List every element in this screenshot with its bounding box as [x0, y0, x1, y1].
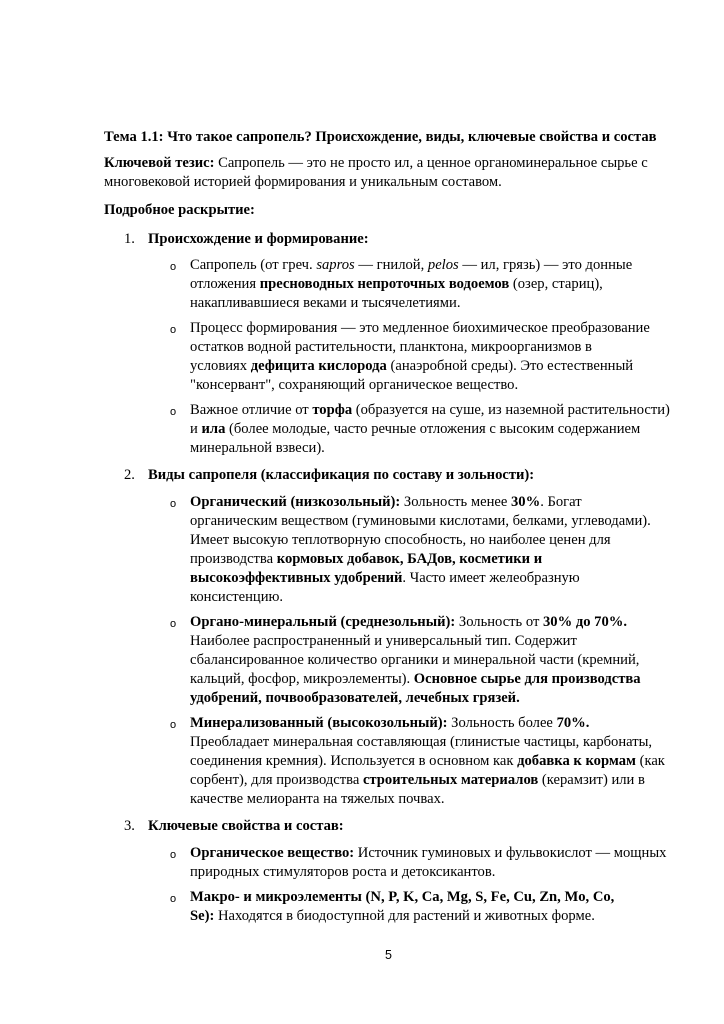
hollow-bullet-icon: o	[170, 261, 177, 273]
section-heading: Виды сапропеля (классификация по составу и зольности):	[148, 467, 535, 483]
list-item-line: природных стимуляторов роста и детоксикантов.	[190, 864, 496, 880]
list-item-line: остатков водной растительности, планктона, микроорганизмов в	[190, 339, 592, 355]
list-item-line: сбалансированное количество органики и минеральной части (кремний,	[190, 652, 640, 668]
key-thesis-label: Ключевой тезис:	[104, 155, 215, 171]
list-item-line: Se): Находятся в биодоступной для растений и животных форме.	[190, 908, 595, 924]
section-number: 2.	[124, 467, 135, 483]
hollow-bullet-icon: o	[170, 849, 177, 861]
list-item-line: Важное отличие от торфа (образуется на суше, из наземной растительности)	[190, 402, 670, 418]
hollow-bullet-icon: o	[170, 498, 177, 510]
list-item-line: Макро- и микроэлементы (N, P, K, Ca, Mg, S, Fe, Cu, Zn, Mo, Co,	[190, 889, 615, 905]
list-item-line: консистенцию.	[190, 589, 284, 605]
list-item-line: Минерализованный (высокозольный): Зольность более 70%.	[190, 715, 590, 731]
list-item-line: накапливавшиеся веками и тысячелетиями.	[190, 295, 461, 311]
list-item-line: условиях дефицита кислорода (анаэробной среды). Это естественный	[190, 358, 634, 374]
section-number: 3.	[124, 818, 135, 834]
list-item-line: высокоэффективных удобрений. Часто имеет желеобразную	[190, 570, 580, 586]
page-title: Тема 1.1: Что такое сапропель? Происхождение, виды, ключевые свойства и состав	[104, 129, 657, 145]
list-item-line: минеральной взвеси).	[190, 440, 325, 456]
list-item-line: сорбент), для производства строительных материалов (керамзит) или в	[190, 772, 645, 788]
page-number: 5	[385, 948, 392, 962]
list-item-line: "консервант", сохраняющий органическое вещество.	[190, 377, 519, 393]
list-item-line: производства кормовых добавок, БАДов, косметики и	[190, 551, 543, 567]
hollow-bullet-icon: o	[170, 406, 177, 418]
list-item-line: Органическое вещество: Источник гуминовых и фульвокислот — мощных	[190, 845, 667, 861]
list-item-line: и ила (более молодые, часто речные отложения с высоким содержанием	[190, 421, 641, 437]
list-item-line: Органический (низкозольный): Зольность менее 30%. Богат	[190, 494, 582, 510]
list-item-line: качестве мелиоранта на тяжелых почвах.	[190, 791, 445, 807]
key-thesis-line-1: Ключевой тезис: Сапропель — это не просто ил, а ценное органоминеральное сырье с	[104, 155, 648, 171]
hollow-bullet-icon: o	[170, 618, 177, 630]
list-item-line: Органо-минеральный (среднезольный): Зольность от 30% до 70%.	[190, 614, 627, 630]
list-item-line: органическим веществом (гуминовыми кислотами, белками, углеводами).	[190, 513, 651, 529]
list-item-line: соединения кремния). Используется в основном как добавка к кормам (как	[190, 753, 665, 769]
list-item-line: кальций, фосфор, микроэлементы). Основное сырье для производства	[190, 671, 641, 687]
list-item-line: Процесс формирования — это медленное биохимическое преобразование	[190, 320, 650, 336]
list-item-line: Имеет высокую теплотворную способность, но наиболее ценен для	[190, 532, 611, 548]
detail-heading: Подробное раскрытие:	[104, 202, 255, 218]
key-thesis-line-2: многовековой историей формирования и уникальным составом.	[104, 174, 502, 190]
list-item-line: удобрений, почвообразователей, лечебных грязей.	[190, 690, 520, 706]
list-item-line: Преобладает минеральная составляющая (глинистые частицы, карбонаты,	[190, 734, 653, 750]
list-item-line: Сапропель (от греч. sapros — гнилой, pelos — ил, грязь) — это донные	[190, 257, 633, 273]
list-item-line: Наиболее распространенный и универсальный тип. Содержит	[190, 633, 577, 649]
hollow-bullet-icon: o	[170, 893, 177, 905]
hollow-bullet-icon: o	[170, 324, 177, 336]
section-heading: Ключевые свойства и состав:	[148, 818, 344, 834]
hollow-bullet-icon: o	[170, 719, 177, 731]
list-item-line: отложения пресноводных непроточных водоемов (озер, стариц),	[190, 276, 603, 292]
section-heading: Происхождение и формирование:	[148, 231, 369, 247]
section-number: 1.	[124, 231, 135, 247]
